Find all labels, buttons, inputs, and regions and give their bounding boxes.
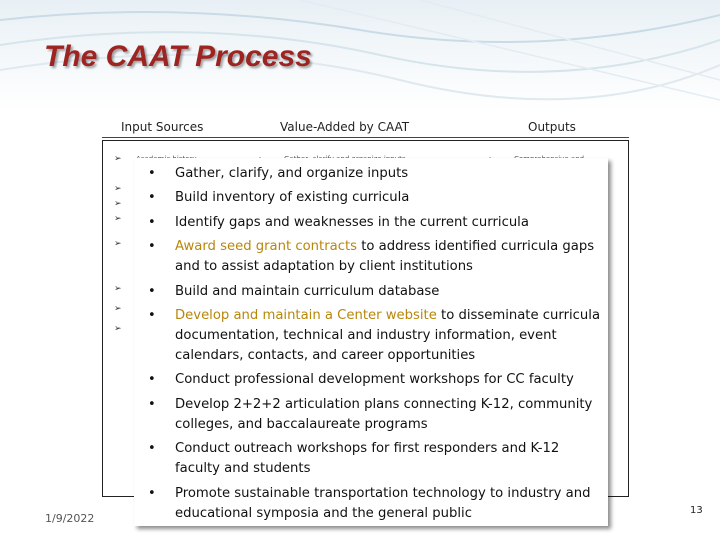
- arrow-bullet-icon: ➢: [114, 154, 122, 164]
- value-added-list: [134, 158, 608, 524]
- bullet-dot-icon: •: [148, 190, 156, 206]
- list-item: • Conduct professional development workshops for CC faculty: [140, 370, 602, 390]
- highlight-text: Develop and maintain a Center website: [175, 307, 437, 323]
- bullet-dot-icon: •: [148, 372, 156, 388]
- list-item: • Identify gaps and weaknesses in the current curricula: [140, 213, 602, 233]
- list-item: • Award seed grant contracts to address identified curricula gaps and to assist adaptation by client institutions: [148, 239, 595, 275]
- list-item: • Build inventory of existing curricula: [140, 188, 602, 208]
- value-added-callout: [134, 158, 608, 526]
- arrow-bullet-icon: ➢: [114, 324, 122, 334]
- arrow-bullet-icon: ➢: [114, 239, 122, 249]
- list-item: • Develop and maintain a Center website to disseminate curricula documentation, technical and industry information, event calendars, contacts, and career opportunities: [148, 307, 601, 363]
- bullet-dot-icon: •: [148, 239, 156, 255]
- list-item: • Build and maintain curriculum database: [140, 282, 602, 302]
- input-sources-header: Input Sources: [121, 120, 204, 134]
- outputs-header: Outputs: [528, 120, 576, 134]
- slide-date: 1/9/2022: [45, 512, 95, 525]
- arrow-bullet-icon: ➢: [114, 214, 122, 224]
- bullet-dot-icon: •: [148, 214, 156, 230]
- page-number: 13: [690, 505, 703, 516]
- bullet-dot-icon: •: [148, 485, 156, 501]
- bullet-dot-icon: •: [148, 166, 156, 181]
- arrow-bullet-icon: ➢: [114, 284, 122, 294]
- list-item: • Conduct outreach workshops for first responders and K-12 faculty and students: [148, 441, 560, 477]
- bullet-dot-icon: •: [148, 283, 156, 299]
- value-added-header: Value-Added by CAAT: [280, 120, 410, 134]
- arrow-bullet-icon: ➢: [114, 184, 122, 194]
- list-item: • Promote sustainable transportation technology to industry and educational symposia and the general public: [148, 485, 591, 521]
- slide-title: The CAAT Process: [44, 40, 312, 73]
- list-item: • Gather, clarify, and organize inputs: [140, 164, 602, 184]
- highlight-text: Award seed grant contracts: [175, 239, 358, 255]
- list-item: • Develop 2+2+2 articulation plans connecting K-12, community colleges, and baccalaureate programs: [148, 396, 593, 432]
- bullet-dot-icon: •: [148, 441, 156, 457]
- header-rule: [102, 137, 629, 138]
- arrow-bullet-icon: ➢: [114, 304, 122, 314]
- bullet-dot-icon: •: [148, 396, 156, 412]
- bullet-dot-icon: •: [148, 307, 156, 323]
- arrow-bullet-icon: ➢: [114, 199, 122, 209]
